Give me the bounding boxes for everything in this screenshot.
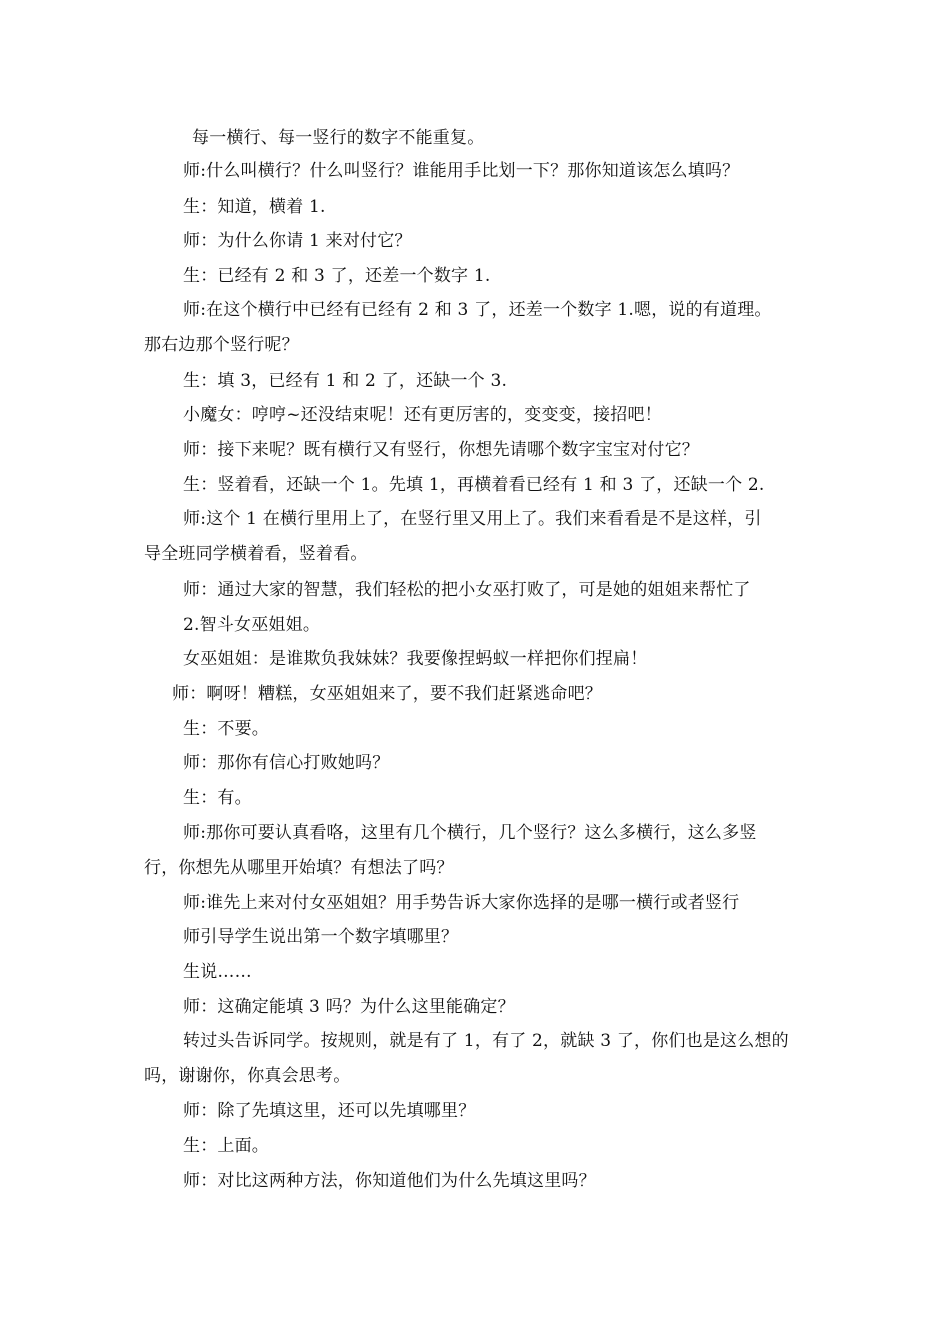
text-line: 女巫姐姐：是谁欺负我妹妹？我要像捏蚂蚁一样把你们捏扁！ (183, 649, 648, 669)
text-line: 生：有。 (183, 788, 252, 808)
text-line: 师:什么叫横行？什么叫竖行？谁能用手比划一下？那你知道该怎么填吗？ (183, 161, 740, 181)
text-line: 生说…… (183, 962, 252, 982)
text-line: 生：知道，横着 1. (183, 197, 326, 217)
text-line: 师:这个 1 在横行里用上了，在竖行里又用上了。我们来看看是不是这样，引 (183, 509, 762, 529)
text-line: 师引导学生说出第一个数字填哪里？ (183, 927, 459, 947)
text-line: 转过头告诉同学。按规则，就是有了 1，有了 2，就缺 3 了，你们也是这么想的 (183, 1031, 789, 1051)
text-line: 师:那你可要认真看咯，这里有几个横行，几个竖行？这么多横行，这么多竖 (183, 823, 757, 843)
text-line: 小魔女：哼哼~还没结束呢！还有更厉害的，变变变，接招吧！ (183, 405, 662, 425)
text-line: 师:在这个横行中已经有已经有 2 和 3 了，还差一个数字 1.嗯，说的有道理。 (183, 300, 772, 320)
text-line: 师：对比这两种方法，你知道他们为什么先填这里吗？ (183, 1171, 596, 1191)
text-line: 师：为什么你请 1 来对付它？ (183, 231, 412, 251)
text-line: 师：除了先填这里，还可以先填哪里？ (183, 1101, 476, 1121)
text-line: 行，你想先从哪里开始填？有想法了吗？ (144, 858, 454, 878)
text-line: 师：这确定能填 3 吗？为什么这里能确定？ (183, 997, 515, 1017)
text-line: 生：不要。 (183, 719, 269, 739)
text-line: 师：那你有信心打败她吗？ (183, 753, 390, 773)
text-line: 师:谁先上来对付女巫姐姐？用手势告诉大家你选择的是哪一横行或者竖行 (183, 893, 740, 913)
text-line: 那右边那个竖行呢？ (144, 335, 299, 355)
text-line: 师：通过大家的智慧，我们轻松的把小女巫打败了，可是她的姐姐来帮忙了 (183, 580, 751, 600)
text-line: 吗，谢谢你，你真会思考。 (144, 1066, 351, 1086)
text-line: 师：接下来呢？既有横行又有竖行，你想先请哪个数字宝宝对付它？ (183, 440, 699, 460)
text-line: 生：填 3，已经有 1 和 2 了，还缺一个 3. (183, 371, 508, 391)
text-line: 生：已经有 2 和 3 了，还差一个数字 1. (183, 266, 491, 286)
text-line: 师：啊呀！糟糕，女巫姐姐来了，要不我们赶紧逃命吧？ (172, 684, 602, 704)
text-line: 每一横行、每一竖行的数字不能重复。 (192, 128, 485, 148)
text-line: 导全班同学横着看，竖着看。 (144, 544, 368, 564)
text-line: 2.智斗女巫姐姐。 (183, 615, 321, 635)
text-line: 生：竖着看，还缺一个 1。先填 1，再横着看已经有 1 和 3 了，还缺一个 2. (183, 475, 765, 495)
text-line: 生：上面。 (183, 1136, 269, 1156)
